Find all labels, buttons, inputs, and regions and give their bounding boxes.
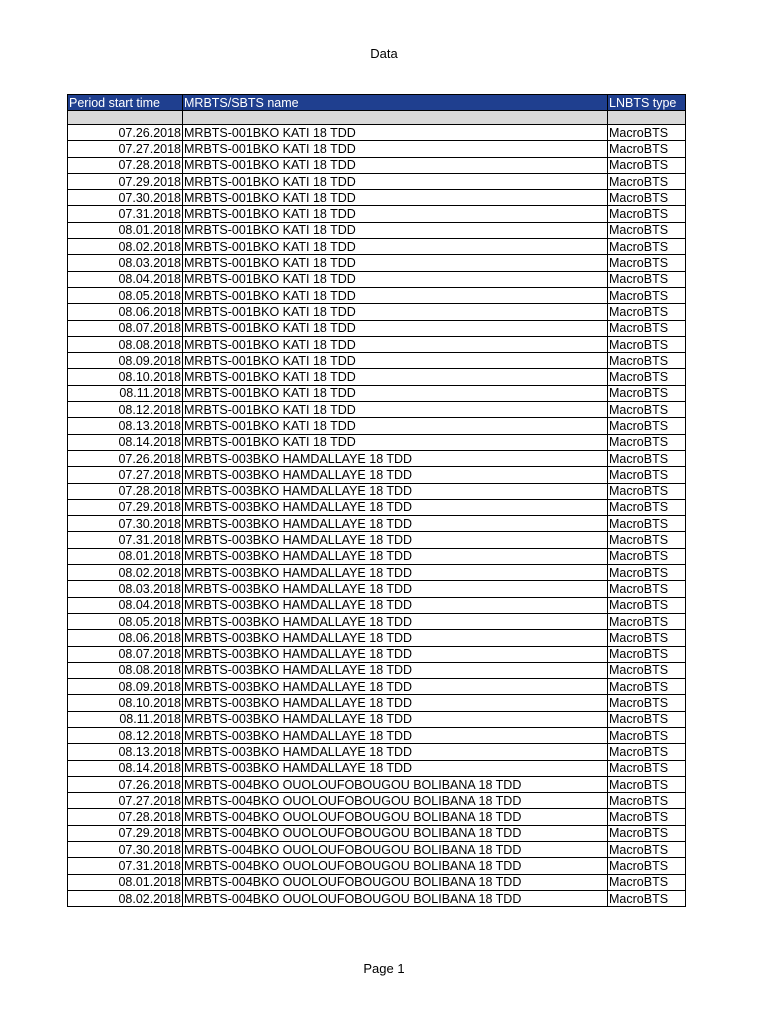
lnbts-type-cell[interactable]: MacroBTS: [608, 287, 686, 303]
site-name-cell[interactable]: MRBTS-001BKO KATI 18 TDD: [183, 385, 608, 401]
site-name-cell[interactable]: MRBTS-001BKO KATI 18 TDD: [183, 157, 608, 173]
site-name-cell[interactable]: MRBTS-001BKO KATI 18 TDD: [183, 173, 608, 189]
site-name-cell[interactable]: MRBTS-003BKO HAMDALLAYE 18 TDD: [183, 581, 608, 597]
lnbts-type-cell[interactable]: MacroBTS: [608, 516, 686, 532]
site-name-cell[interactable]: MRBTS-003BKO HAMDALLAYE 18 TDD: [183, 467, 608, 483]
lnbts-type-cell[interactable]: MacroBTS: [608, 727, 686, 743]
site-name-cell[interactable]: MRBTS-004BKO OUOLOUFOBOUGOU BOLIBANA 18 TDD: [183, 874, 608, 890]
site-name-cell[interactable]: MRBTS-001BKO KATI 18 TDD: [183, 336, 608, 352]
table-row: [68, 320, 686, 336]
lnbts-type-cell[interactable]: MacroBTS: [608, 565, 686, 581]
site-name-cell[interactable]: MRBTS-003BKO HAMDALLAYE 18 TDD: [183, 630, 608, 646]
period-start-cell[interactable]: 07.27.2018: [68, 793, 183, 809]
lnbts-type-cell[interactable]: MacroBTS: [608, 239, 686, 255]
table-row: [68, 450, 686, 466]
table-row: [68, 776, 686, 792]
lnbts-type-cell[interactable]: MacroBTS: [608, 483, 686, 499]
lnbts-type-cell[interactable]: MacroBTS: [608, 222, 686, 238]
period-start-cell[interactable]: 07.30.2018: [68, 190, 183, 206]
period-start-cell[interactable]: 08.10.2018: [68, 369, 183, 385]
table-row: [68, 760, 686, 776]
lnbts-type-cell[interactable]: MacroBTS: [608, 255, 686, 271]
period-start-cell[interactable]: 08.02.2018: [68, 239, 183, 255]
lnbts-type-cell[interactable]: MacroBTS: [608, 890, 686, 906]
table-row: [68, 581, 686, 597]
table-body: [68, 111, 686, 907]
period-start-cell[interactable]: 07.29.2018: [68, 825, 183, 841]
period-start-cell[interactable]: 08.08.2018: [68, 662, 183, 678]
lnbts-type-cell[interactable]: MacroBTS: [608, 385, 686, 401]
column-header-period-start-time[interactable]: Period start time: [68, 95, 183, 111]
site-name-cell[interactable]: MRBTS-004BKO OUOLOUFOBOUGOU BOLIBANA 18 TDD: [183, 809, 608, 825]
period-start-cell[interactable]: 07.26.2018: [68, 776, 183, 792]
table-row: [68, 842, 686, 858]
period-start-cell[interactable]: 07.31.2018: [68, 206, 183, 222]
table-row: [68, 679, 686, 695]
lnbts-type-cell[interactable]: MacroBTS: [608, 711, 686, 727]
site-name-cell[interactable]: MRBTS-003BKO HAMDALLAYE 18 TDD: [183, 516, 608, 532]
blank-cell[interactable]: [608, 111, 686, 125]
site-name-cell[interactable]: MRBTS-003BKO HAMDALLAYE 18 TDD: [183, 695, 608, 711]
lnbts-type-cell[interactable]: MacroBTS: [608, 402, 686, 418]
lnbts-type-cell[interactable]: MacroBTS: [608, 336, 686, 352]
site-name-cell[interactable]: MRBTS-004BKO OUOLOUFOBOUGOU BOLIBANA 18 TDD: [183, 776, 608, 792]
site-name-cell[interactable]: MRBTS-004BKO OUOLOUFOBOUGOU BOLIBANA 18 TDD: [183, 825, 608, 841]
site-name-cell[interactable]: MRBTS-003BKO HAMDALLAYE 18 TDD: [183, 662, 608, 678]
lnbts-type-cell[interactable]: MacroBTS: [608, 662, 686, 678]
table-row: [68, 190, 686, 206]
table-row: [68, 825, 686, 841]
lnbts-type-cell[interactable]: MacroBTS: [608, 418, 686, 434]
table-row: [68, 385, 686, 401]
site-name-cell[interactable]: MRBTS-003BKO HAMDALLAYE 18 TDD: [183, 483, 608, 499]
site-name-cell[interactable]: MRBTS-003BKO HAMDALLAYE 18 TDD: [183, 597, 608, 613]
site-name-cell[interactable]: MRBTS-003BKO HAMDALLAYE 18 TDD: [183, 646, 608, 662]
period-start-cell[interactable]: 08.03.2018: [68, 581, 183, 597]
site-name-cell[interactable]: MRBTS-003BKO HAMDALLAYE 18 TDD: [183, 532, 608, 548]
lnbts-type-cell[interactable]: MacroBTS: [608, 646, 686, 662]
period-start-cell[interactable]: 08.07.2018: [68, 320, 183, 336]
site-name-cell[interactable]: MRBTS-001BKO KATI 18 TDD: [183, 418, 608, 434]
period-start-cell[interactable]: 07.27.2018: [68, 467, 183, 483]
table-row: [68, 418, 686, 434]
table-row: [68, 483, 686, 499]
site-name-cell[interactable]: MRBTS-004BKO OUOLOUFOBOUGOU BOLIBANA 18 TDD: [183, 793, 608, 809]
period-start-cell[interactable]: 08.06.2018: [68, 630, 183, 646]
lnbts-type-cell[interactable]: MacroBTS: [608, 467, 686, 483]
site-name-cell[interactable]: MRBTS-001BKO KATI 18 TDD: [183, 206, 608, 222]
table-row: [68, 793, 686, 809]
lnbts-type-cell[interactable]: MacroBTS: [608, 532, 686, 548]
lnbts-type-cell[interactable]: MacroBTS: [608, 353, 686, 369]
lnbts-type-cell[interactable]: MacroBTS: [608, 304, 686, 320]
table-row: [68, 287, 686, 303]
lnbts-type-cell[interactable]: MacroBTS: [608, 141, 686, 157]
site-name-cell[interactable]: MRBTS-003BKO HAMDALLAYE 18 TDD: [183, 711, 608, 727]
site-name-cell[interactable]: MRBTS-003BKO HAMDALLAYE 18 TDD: [183, 548, 608, 564]
lnbts-type-cell[interactable]: MacroBTS: [608, 760, 686, 776]
site-name-cell[interactable]: MRBTS-001BKO KATI 18 TDD: [183, 353, 608, 369]
table-row: [68, 890, 686, 906]
period-start-cell[interactable]: 08.01.2018: [68, 874, 183, 890]
table-row: [68, 662, 686, 678]
period-start-cell[interactable]: 08.11.2018: [68, 711, 183, 727]
period-start-cell[interactable]: 07.28.2018: [68, 483, 183, 499]
table-row: [68, 271, 686, 287]
lnbts-type-cell[interactable]: MacroBTS: [608, 776, 686, 792]
period-start-cell[interactable]: 08.13.2018: [68, 418, 183, 434]
lnbts-type-cell[interactable]: MacroBTS: [608, 190, 686, 206]
lnbts-type-cell[interactable]: MacroBTS: [608, 695, 686, 711]
table-row: [68, 467, 686, 483]
header-row: [68, 95, 686, 111]
period-start-cell[interactable]: 07.27.2018: [68, 141, 183, 157]
lnbts-type-cell[interactable]: MacroBTS: [608, 825, 686, 841]
lnbts-type-cell[interactable]: MacroBTS: [608, 206, 686, 222]
site-name-cell[interactable]: MRBTS-001BKO KATI 18 TDD: [183, 402, 608, 418]
table-row: [68, 353, 686, 369]
lnbts-type-cell[interactable]: MacroBTS: [608, 809, 686, 825]
period-start-cell[interactable]: 08.12.2018: [68, 402, 183, 418]
period-start-cell[interactable]: 07.28.2018: [68, 809, 183, 825]
period-start-cell[interactable]: 08.06.2018: [68, 304, 183, 320]
period-start-cell[interactable]: 08.09.2018: [68, 353, 183, 369]
period-start-cell[interactable]: 07.31.2018: [68, 532, 183, 548]
period-start-cell[interactable]: 08.08.2018: [68, 336, 183, 352]
period-start-cell[interactable]: 08.04.2018: [68, 271, 183, 287]
table-row: [68, 125, 686, 141]
lnbts-type-cell[interactable]: MacroBTS: [608, 434, 686, 450]
lnbts-type-cell[interactable]: MacroBTS: [608, 858, 686, 874]
lnbts-type-cell[interactable]: MacroBTS: [608, 450, 686, 466]
lnbts-type-cell[interactable]: MacroBTS: [608, 173, 686, 189]
lnbts-type-cell[interactable]: MacroBTS: [608, 793, 686, 809]
lnbts-type-cell[interactable]: MacroBTS: [608, 125, 686, 141]
page-footer: Page 1: [363, 961, 405, 976]
period-start-cell[interactable]: 08.02.2018: [68, 565, 183, 581]
period-start-cell[interactable]: 07.26.2018: [68, 125, 183, 141]
site-name-cell[interactable]: MRBTS-001BKO KATI 18 TDD: [183, 287, 608, 303]
lnbts-type-cell[interactable]: MacroBTS: [608, 581, 686, 597]
table-row: [68, 173, 686, 189]
blank-cell[interactable]: [183, 111, 608, 125]
site-name-cell[interactable]: MRBTS-001BKO KATI 18 TDD: [183, 255, 608, 271]
period-start-cell[interactable]: 07.28.2018: [68, 157, 183, 173]
site-name-cell[interactable]: MRBTS-001BKO KATI 18 TDD: [183, 304, 608, 320]
period-start-cell[interactable]: 08.03.2018: [68, 255, 183, 271]
site-name-cell[interactable]: MRBTS-001BKO KATI 18 TDD: [183, 222, 608, 238]
period-start-cell[interactable]: 08.05.2018: [68, 287, 183, 303]
site-name-cell[interactable]: MRBTS-001BKO KATI 18 TDD: [183, 369, 608, 385]
table-row: [68, 304, 686, 320]
table-row: [68, 369, 686, 385]
blank-cell[interactable]: [68, 111, 183, 125]
period-start-cell[interactable]: 07.30.2018: [68, 842, 183, 858]
table-row: [68, 548, 686, 564]
table-row: [68, 206, 686, 222]
period-start-cell[interactable]: 08.01.2018: [68, 548, 183, 564]
site-name-cell[interactable]: MRBTS-001BKO KATI 18 TDD: [183, 141, 608, 157]
table-row: [68, 222, 686, 238]
table-row: [68, 516, 686, 532]
data-table: [67, 94, 686, 907]
table-row: [68, 711, 686, 727]
table-row: [68, 434, 686, 450]
period-start-cell[interactable]: 08.14.2018: [68, 434, 183, 450]
lnbts-type-cell[interactable]: MacroBTS: [608, 744, 686, 760]
period-start-cell[interactable]: 07.29.2018: [68, 499, 183, 515]
site-name-cell[interactable]: MRBTS-001BKO KATI 18 TDD: [183, 271, 608, 287]
period-start-cell[interactable]: 08.11.2018: [68, 385, 183, 401]
site-name-cell[interactable]: MRBTS-001BKO KATI 18 TDD: [183, 320, 608, 336]
period-start-cell[interactable]: 08.10.2018: [68, 695, 183, 711]
site-name-cell[interactable]: MRBTS-003BKO HAMDALLAYE 18 TDD: [183, 499, 608, 515]
period-start-cell[interactable]: 08.14.2018: [68, 760, 183, 776]
lnbts-type-cell[interactable]: MacroBTS: [608, 630, 686, 646]
site-name-cell[interactable]: MRBTS-004BKO OUOLOUFOBOUGOU BOLIBANA 18 TDD: [183, 890, 608, 906]
table-row: [68, 809, 686, 825]
period-start-cell[interactable]: 08.01.2018: [68, 222, 183, 238]
period-start-cell[interactable]: 08.13.2018: [68, 744, 183, 760]
site-name-cell[interactable]: MRBTS-004BKO OUOLOUFOBOUGOU BOLIBANA 18 TDD: [183, 858, 608, 874]
table-row: [68, 613, 686, 629]
site-name-cell[interactable]: MRBTS-003BKO HAMDALLAYE 18 TDD: [183, 760, 608, 776]
blank-row: [68, 111, 686, 125]
table-row: [68, 744, 686, 760]
period-start-cell[interactable]: 08.04.2018: [68, 597, 183, 613]
site-name-cell[interactable]: MRBTS-001BKO KATI 18 TDD: [183, 434, 608, 450]
site-name-cell[interactable]: MRBTS-003BKO HAMDALLAYE 18 TDD: [183, 727, 608, 743]
lnbts-type-cell[interactable]: MacroBTS: [608, 499, 686, 515]
table-row: [68, 597, 686, 613]
table-row: [68, 646, 686, 662]
lnbts-type-cell[interactable]: MacroBTS: [608, 597, 686, 613]
table-row: [68, 858, 686, 874]
table-row: [68, 336, 686, 352]
site-name-cell[interactable]: MRBTS-003BKO HAMDALLAYE 18 TDD: [183, 744, 608, 760]
site-name-cell[interactable]: MRBTS-003BKO HAMDALLAYE 18 TDD: [183, 613, 608, 629]
period-start-cell[interactable]: 08.09.2018: [68, 679, 183, 695]
lnbts-type-cell[interactable]: MacroBTS: [608, 613, 686, 629]
site-name-cell[interactable]: MRBTS-001BKO KATI 18 TDD: [183, 239, 608, 255]
lnbts-type-cell[interactable]: MacroBTS: [608, 842, 686, 858]
lnbts-type-cell[interactable]: MacroBTS: [608, 874, 686, 890]
lnbts-type-cell[interactable]: MacroBTS: [608, 679, 686, 695]
table-row: [68, 874, 686, 890]
column-header-lnbts-type[interactable]: LNBTS type: [608, 95, 686, 111]
lnbts-type-cell[interactable]: MacroBTS: [608, 369, 686, 385]
site-name-cell[interactable]: MRBTS-003BKO HAMDALLAYE 18 TDD: [183, 679, 608, 695]
period-start-cell[interactable]: 07.31.2018: [68, 858, 183, 874]
site-name-cell[interactable]: MRBTS-003BKO HAMDALLAYE 18 TDD: [183, 450, 608, 466]
period-start-cell[interactable]: 07.26.2018: [68, 450, 183, 466]
period-start-cell[interactable]: 08.12.2018: [68, 727, 183, 743]
table-row: [68, 532, 686, 548]
table-row: [68, 499, 686, 515]
table-row: [68, 727, 686, 743]
table-row: [68, 630, 686, 646]
period-start-cell[interactable]: 08.02.2018: [68, 890, 183, 906]
period-start-cell[interactable]: 07.29.2018: [68, 173, 183, 189]
lnbts-type-cell[interactable]: MacroBTS: [608, 320, 686, 336]
table-row: [68, 402, 686, 418]
lnbts-type-cell[interactable]: MacroBTS: [608, 271, 686, 287]
column-header-mrbts-sbts-name[interactable]: MRBTS/SBTS name: [183, 95, 608, 111]
table-row: [68, 157, 686, 173]
lnbts-type-cell[interactable]: MacroBTS: [608, 548, 686, 564]
table-row: [68, 565, 686, 581]
site-name-cell[interactable]: MRBTS-001BKO KATI 18 TDD: [183, 125, 608, 141]
site-name-cell[interactable]: MRBTS-004BKO OUOLOUFOBOUGOU BOLIBANA 18 TDD: [183, 842, 608, 858]
period-start-cell[interactable]: 08.07.2018: [68, 646, 183, 662]
page-title: Data: [370, 46, 398, 61]
site-name-cell[interactable]: MRBTS-001BKO KATI 18 TDD: [183, 190, 608, 206]
table-row: [68, 239, 686, 255]
table-row: [68, 255, 686, 271]
table-row: [68, 141, 686, 157]
period-start-cell[interactable]: 07.30.2018: [68, 516, 183, 532]
site-name-cell[interactable]: MRBTS-003BKO HAMDALLAYE 18 TDD: [183, 565, 608, 581]
table-row: [68, 695, 686, 711]
period-start-cell[interactable]: 08.05.2018: [68, 613, 183, 629]
lnbts-type-cell[interactable]: MacroBTS: [608, 157, 686, 173]
